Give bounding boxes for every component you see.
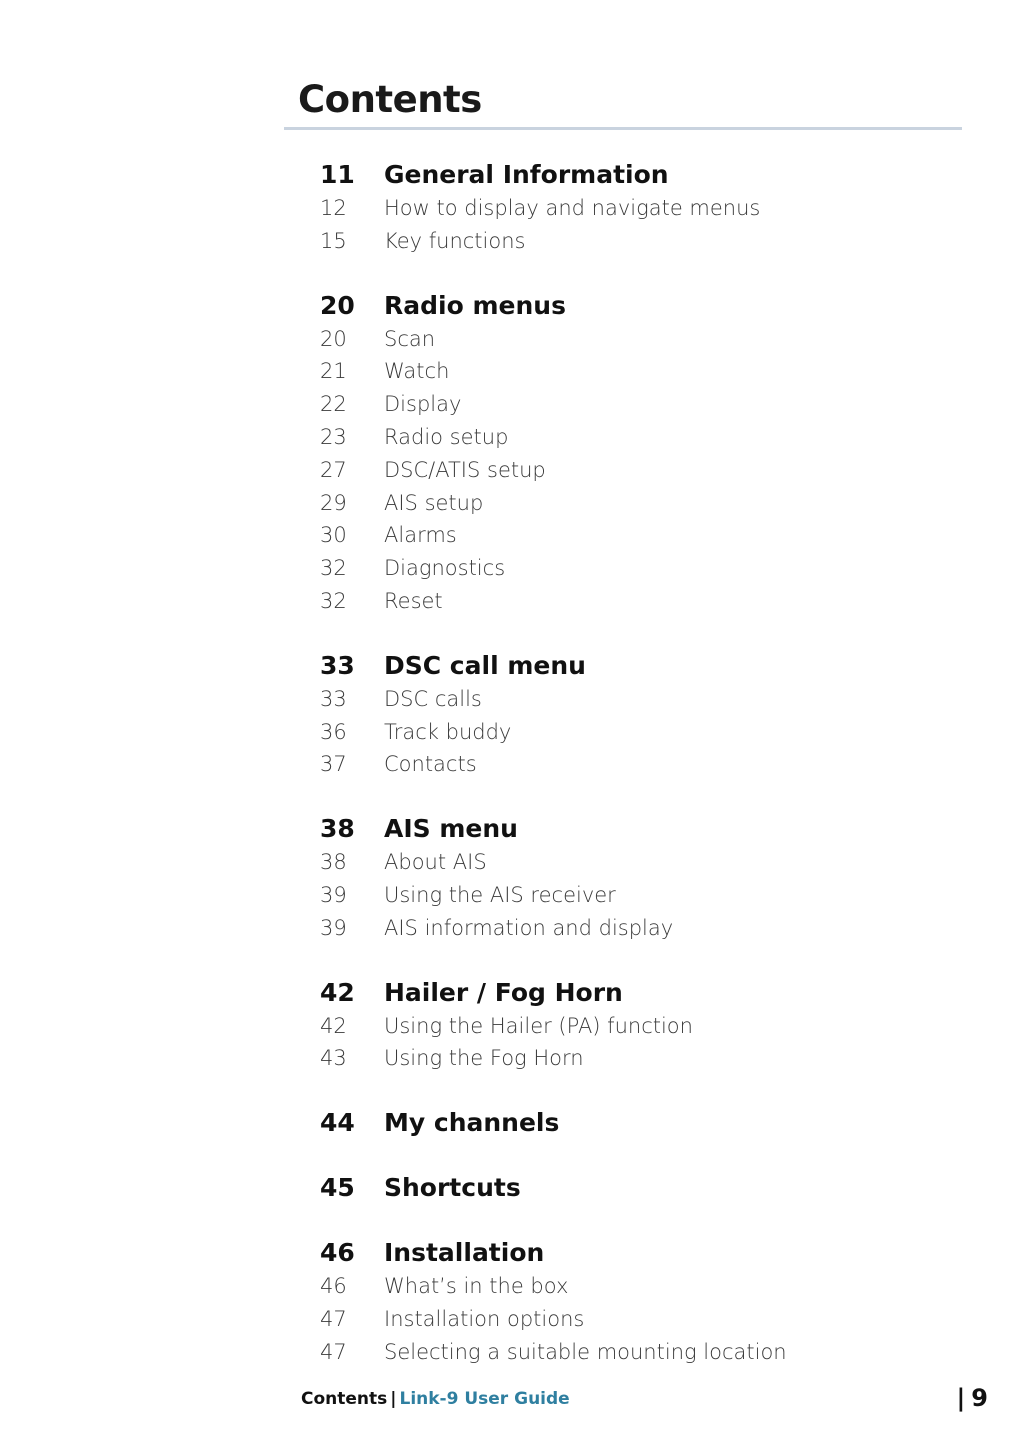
toc-item-title: Key functions [384,228,526,253]
toc-item-title: Watch [384,359,450,384]
toc-item-page: 32 [320,556,347,581]
toc-item[interactable] [320,359,960,392]
toc-heading[interactable] [320,1108,960,1144]
toc-item-title: What’s in the box [384,1274,569,1299]
toc-item[interactable] [320,556,960,589]
toc-item-page: 47 [320,1339,347,1364]
toc-section [320,978,960,1080]
footer-separator: | [390,1389,397,1409]
toc-heading[interactable] [320,651,960,687]
toc-heading-title: Radio menus [384,290,566,320]
toc-item-title: Selecting a suitable mounting location [384,1339,787,1364]
toc-heading-page: 20 [320,290,355,320]
toc-item-title: Alarms [384,523,457,548]
toc-item[interactable] [320,1014,960,1047]
toc-item-page: 39 [320,882,347,907]
toc-item-title: Reset [384,588,443,613]
toc-item-title: Diagnostics [384,556,506,581]
toc-heading-page: 46 [320,1238,355,1268]
toc-item[interactable] [320,327,960,360]
toc-item-page: 42 [320,1013,347,1038]
toc-item[interactable] [320,196,960,229]
toc-item[interactable] [320,1046,960,1079]
toc-section [320,1108,960,1144]
toc-heading-page: 45 [320,1173,355,1203]
page-number [957,1384,988,1412]
toc-item-page: 15 [320,228,347,253]
toc-heading-title: DSC call menu [384,650,586,680]
toc-item-page: 12 [320,196,347,220]
title-divider [284,127,962,130]
toc-item[interactable] [320,720,960,753]
toc-heading-title: My channels [384,1108,560,1138]
toc-item[interactable] [320,850,960,883]
toc-item-page: 22 [320,392,347,417]
toc-item[interactable] [320,1307,960,1340]
toc-item[interactable] [320,1340,960,1373]
toc-item[interactable] [320,523,960,556]
toc-heading[interactable] [320,160,960,196]
toc-item-page: 36 [320,719,347,744]
toc-item[interactable] [320,883,960,916]
toc-section [320,651,960,785]
toc-section [320,160,960,262]
toc-item-title: Installation options [384,1306,585,1331]
toc-item-page: 43 [320,1046,347,1071]
toc-section [320,1173,960,1209]
toc-item-page: 38 [320,850,347,875]
toc-item-title: DSC calls [384,686,482,711]
toc-item[interactable] [320,589,960,622]
toc-heading-page: 44 [320,1108,355,1138]
toc-heading[interactable] [320,1173,960,1209]
toc-item[interactable] [320,458,960,491]
toc-item-page: 29 [320,490,347,515]
toc-item-page: 47 [320,1306,347,1331]
toc-item-title: Contacts [384,752,477,777]
toc-section [320,1238,960,1372]
toc-heading-title: General Information [384,160,669,189]
toc-item[interactable] [320,392,960,425]
toc-item-title: AIS information and display [384,915,674,940]
page-number-value: 9 [971,1384,988,1412]
toc-item-page: 37 [320,752,347,777]
toc-item-page: 27 [320,457,347,482]
footer-section-name: Contents [301,1389,388,1409]
toc-item[interactable] [320,229,960,262]
toc-heading[interactable] [320,814,960,850]
toc-item-title: AIS setup [384,490,484,515]
toc-item[interactable] [320,1274,960,1307]
toc-item-title: Track buddy [384,719,512,744]
table-of-contents [320,160,960,1402]
toc-item-page: 23 [320,424,347,449]
toc-item[interactable] [320,425,960,458]
toc-heading-page: 33 [320,650,355,680]
toc-heading-title: Installation [384,1238,545,1268]
toc-item[interactable] [320,687,960,720]
toc-item-page: 33 [320,686,347,711]
toc-heading-title: Shortcuts [384,1173,521,1203]
toc-heading[interactable] [320,1238,960,1274]
toc-heading[interactable] [320,978,960,1014]
toc-item-title: Radio setup [384,424,509,449]
toc-item-title: Using the Hailer (PA) function [384,1013,693,1038]
toc-item-page: 32 [320,588,347,613]
page-title: Contents [298,78,482,121]
toc-heading-page: 11 [320,160,355,189]
toc-item[interactable] [320,491,960,524]
footer-guide-title: Link-9 User Guide [399,1389,570,1409]
toc-item-page: 30 [320,523,347,548]
toc-heading-page: 38 [320,814,355,844]
toc-section [320,291,960,622]
toc-item[interactable] [320,916,960,949]
toc-item-title: Display [384,392,462,417]
toc-item[interactable] [320,752,960,785]
toc-item-page: 20 [320,326,347,351]
toc-item-title: About AIS [384,850,487,875]
toc-item-title: Scan [384,326,436,351]
page-footer [301,1389,570,1409]
toc-item-page: 21 [320,359,347,384]
page-number-separator: | [956,1384,966,1412]
toc-item-title: Using the AIS receiver [384,882,616,907]
toc-item-title: How to display and navigate menus [384,196,761,220]
toc-heading[interactable] [320,291,960,327]
toc-item-title: Using the Fog Horn [384,1046,584,1071]
toc-item-page: 46 [320,1274,347,1299]
toc-heading-title: AIS menu [384,814,518,844]
toc-item-title: DSC/ATIS setup [384,457,546,482]
toc-heading-page: 42 [320,977,355,1007]
toc-section [320,814,960,948]
toc-item-page: 39 [320,915,347,940]
toc-heading-title: Hailer / Fog Horn [384,977,623,1007]
